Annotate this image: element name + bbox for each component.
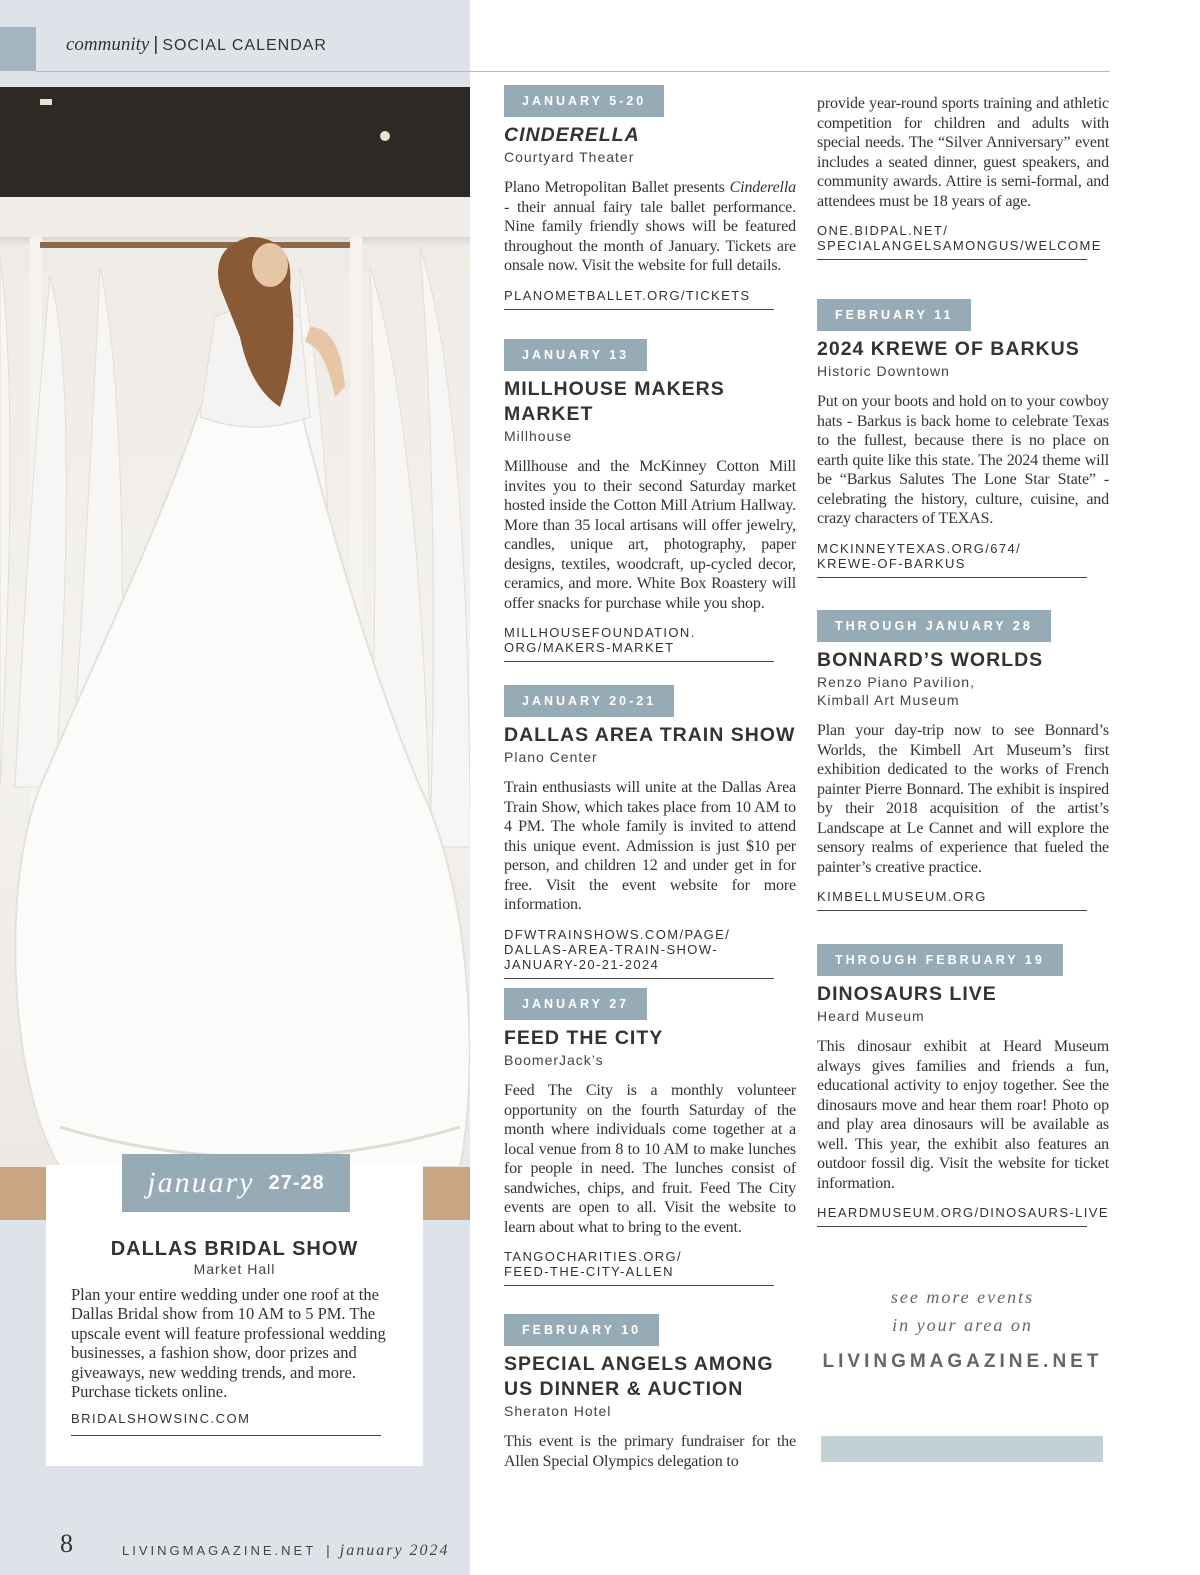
featured-month: january <box>147 1166 255 1199</box>
event-divider <box>817 577 1087 578</box>
featured-venue: Market Hall <box>193 1261 276 1277</box>
event-special-angels <box>504 1314 796 1471</box>
header-rule <box>36 71 1110 72</box>
footer-separator: | <box>326 1542 330 1558</box>
link-line[interactable]: DALLAS-AREA-TRAIN-SHOW- <box>504 941 718 957</box>
event-description: provide year-round sports training and athletic competition for children and adults with special needs. The “Silver Anniversary” event includes a seated dinner, guest speakers, and community awards. Attire is semi-formal, and attendees must be 18 years of age. <box>817 95 1109 210</box>
title-line: US DINNER & AUCTION <box>504 1378 744 1400</box>
event-train-show <box>504 685 796 979</box>
featured-days: 27-28 <box>268 1171 325 1194</box>
decorative-bar <box>821 1436 1103 1462</box>
link-line[interactable]: ONE.BIDPAL.NET/ <box>817 223 949 238</box>
event-link[interactable] <box>504 927 796 972</box>
title-line: SPECIAL ANGELS AMONG <box>504 1353 774 1375</box>
link-line[interactable]: SPECIALANGELSAMONGUS/WELCOME <box>817 238 1102 253</box>
event-millhouse <box>504 339 796 662</box>
link-line[interactable]: TANGOCHARITIES.ORG/ <box>504 1249 683 1264</box>
promo-site-link[interactable]: LIVINGMAGAZINE.NET <box>822 1351 1103 1372</box>
event-description: Put on your boots and hold on to your cowboy hats - Barkus is back home to celebrate Texas to the fullest, because there is no place on earth quite like this state. The 2024 theme will be “Barkus Salutes The Lone Star State” - celebrating the history, culture, cuisine, and crazy characters of TEXAS. <box>817 393 1109 527</box>
description-text: - their annual fairy tale ballet performance. Nine family friendly shows will be featured throughout the month of January. Tickets are onsale now. Visit the website for full details. <box>504 198 796 274</box>
event-link[interactable] <box>817 541 1109 571</box>
link-line[interactable]: JANUARY-20-21-2024 <box>504 956 660 972</box>
event-dinosaurs-live <box>817 944 1109 1227</box>
featured-event-card <box>46 1165 423 1466</box>
event-divider <box>817 259 1087 260</box>
event-title <box>504 1352 796 1402</box>
event-date: FEBRUARY 11 <box>817 299 971 331</box>
event-divider <box>817 1226 1087 1227</box>
page-title: SOCIAL CALENDAR <box>162 37 327 54</box>
link-line[interactable]: MILLHOUSEFOUNDATION. <box>504 625 696 640</box>
event-description: Plan your day-trip now to see Bonnard’s Worlds, the Kimbell Art Museum’s first exhibition dedicated to the works of French painter Pierre Bonnard. The exhibit is inspired by their 2018 acquisition of the artist’s Landscape at Le Cannet and will explore the sensory realms of experience that fueled the painter’s creative practice. <box>817 722 1109 876</box>
event-date: THROUGH JANUARY 28 <box>817 610 1051 642</box>
link-line[interactable]: ORG/MAKERS-MARKET <box>504 640 675 655</box>
description-text: Plano Metropolitan Ballet presents <box>504 179 730 196</box>
event-venue: Historic Downtown <box>817 363 950 379</box>
event-venue: Courtyard Theater <box>504 149 635 165</box>
bride-illustration <box>0 87 470 1220</box>
footer-issue: january 2024 <box>339 1542 450 1559</box>
event-date: JANUARY 13 <box>504 339 647 371</box>
event-divider <box>504 309 774 310</box>
event-date: FEBRUARY 10 <box>504 1314 659 1346</box>
event-divider <box>504 1285 774 1286</box>
event-title: DINOSAURS LIVE <box>817 983 997 1005</box>
event-venue: Sheraton Hotel <box>504 1403 612 1419</box>
event-description: Millhouse and the McKinney Cotton Mill invites you to their second Saturday market hosted inside the Cotton Mill Atrium Hallway. More than 35 local artisans will offer jewelry, candles, unique art, photography, paper designs, textiles, woodcraft, up-cycled decor, ceramics, and more. White Box Roastery will offer snacks for purchase while you shop. <box>504 458 796 612</box>
promo-line: in your area on <box>892 1315 1033 1335</box>
event-date: JANUARY 20-21 <box>504 685 674 717</box>
event-venue: Plano Center <box>504 749 598 765</box>
event-description: This event is the primary fundraiser for the Allen Special Olympics delegation to <box>504 1433 796 1470</box>
event-title: BONNARD’S WORLDS <box>817 649 1044 671</box>
event-special-angels-continued <box>817 94 1109 260</box>
page-number: 8 <box>60 1529 73 1558</box>
event-divider <box>504 978 774 979</box>
event-description <box>504 178 796 276</box>
venue-line: Kimball Art Museum <box>817 692 960 708</box>
bride-photo <box>0 87 470 1220</box>
event-title: DALLAS AREA TRAIN SHOW <box>504 724 796 746</box>
event-bonnards-worlds <box>817 610 1109 911</box>
link-line[interactable]: FEED-THE-CITY-ALLEN <box>504 1264 674 1279</box>
event-link[interactable]: KIMBELLMUSEUM.ORG <box>817 889 987 904</box>
link-line[interactable]: KREWE-OF-BARKUS <box>817 555 966 571</box>
event-link[interactable]: PLANOMETBALLET.ORG/TICKETS <box>504 287 751 303</box>
see-more-text <box>815 1283 1110 1339</box>
venue-line: Renzo Piano Pavilion, <box>817 674 975 690</box>
event-venue: BoomerJack’s <box>504 1052 604 1068</box>
event-link[interactable] <box>817 223 1109 253</box>
header-separator: | <box>153 34 159 55</box>
header-tab <box>0 27 36 71</box>
event-cinderella <box>504 85 796 310</box>
link-line[interactable]: MCKINNEYTEXAS.ORG/674/ <box>817 540 1022 556</box>
event-divider <box>504 661 774 662</box>
event-link[interactable] <box>504 1249 796 1279</box>
event-venue: Heard Museum <box>817 1008 925 1024</box>
featured-title: DALLAS BRIDAL SHOW <box>110 1238 359 1260</box>
event-date: THROUGH FEBRUARY 19 <box>817 944 1063 976</box>
featured-description: Plan your entire wedding under one roof at the Dallas Bridal show from 10 AM to 5 PM. The upscale event will feature professional wedding businesses, a fashion show, door prizes and giveaways, new wedding trends, and more. Purchase tickets online. <box>71 1285 386 1402</box>
event-description: Feed The City is a monthly volunteer opportunity on the fourth Saturday of the month where individuals come together at a local venue from 8 to 10 AM to make lunches for people in need. The lunches consist of sandwiches, chips, and fruit. Feed The City events are open to all. Visit the website to learn about what to bring to the event. <box>504 1082 796 1236</box>
footer <box>122 1542 450 1560</box>
section-label: community <box>66 34 150 55</box>
event-description: This dinosaur exhibit at Heard Museum always gives families and friends a fun, educational activity to enjoy together. See the dinosaurs move and hear them roar! Photo op and play area dinosaurs will be available as well. This year, the exhibit also features an outdoor fossil dig. Visit the website for ticket information. <box>817 1038 1109 1192</box>
event-description: Train enthusiasts will unite at the Dallas Area Train Show, which takes place from 10 AM to 4 PM. The whole family is invited to attend this unique event. Admission is just $10 per person, and children 12 and under get in for free. Visit the event website for more information. <box>504 779 796 913</box>
featured-date-banner <box>122 1154 350 1212</box>
event-title: MILLHOUSE MAKERS MARKET <box>504 378 725 425</box>
event-link[interactable]: HEARDMUSEUM.ORG/DINOSAURS-LIVE <box>817 1205 1109 1220</box>
event-venue: Millhouse <box>504 428 573 444</box>
event-krewe-of-barkus <box>817 299 1109 578</box>
section-header <box>66 34 327 56</box>
featured-link[interactable]: BRIDALSHOWSINC.COM <box>71 1411 251 1426</box>
event-feed-the-city <box>504 988 796 1286</box>
footer-site: LIVINGMAGAZINE.NET <box>122 1543 317 1558</box>
promo-line: see more events <box>890 1287 1035 1307</box>
event-divider <box>817 910 1087 911</box>
event-date: JANUARY 5-20 <box>504 85 664 117</box>
event-title: 2024 KREWE OF BARKUS <box>817 338 1080 360</box>
event-link[interactable] <box>504 625 796 655</box>
event-venue <box>817 673 1109 709</box>
link-line[interactable]: DFWTRAINSHOWS.COM/PAGE/ <box>504 926 731 942</box>
event-title: FEED THE CITY <box>504 1027 664 1049</box>
description-italic: Cinderella <box>729 179 796 196</box>
featured-divider <box>71 1435 381 1436</box>
event-title: CINDERELLA <box>504 124 640 146</box>
event-date: JANUARY 27 <box>504 988 647 1020</box>
